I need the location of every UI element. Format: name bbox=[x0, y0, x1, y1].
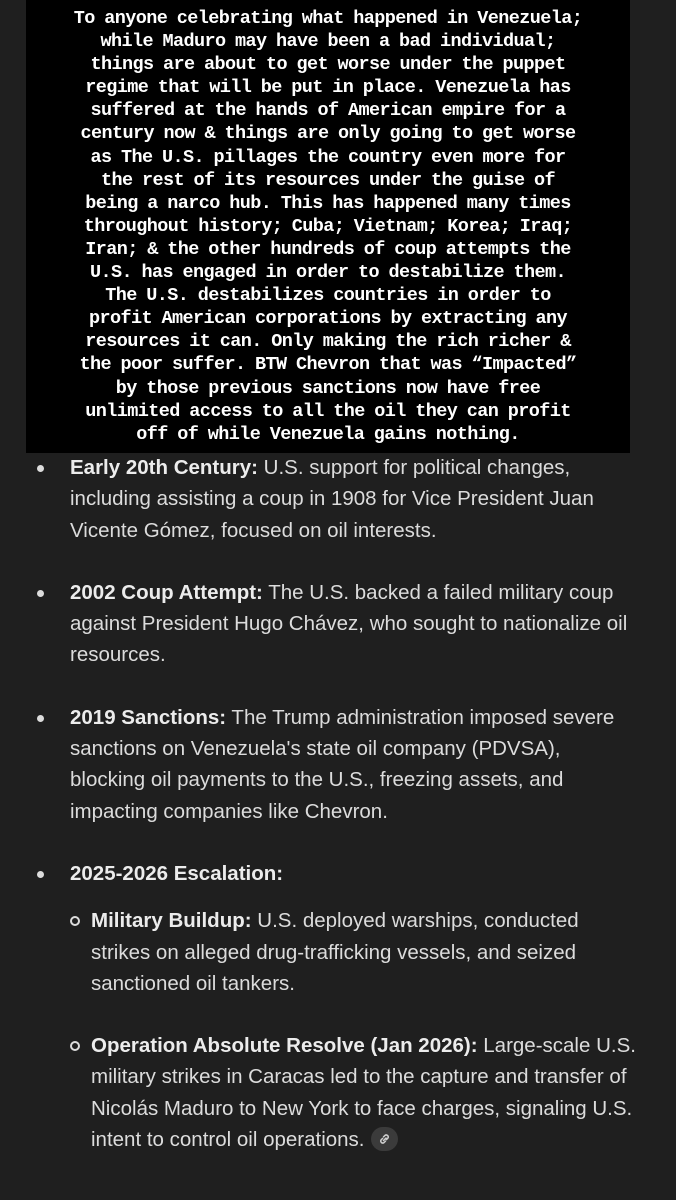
item-heading: Early 20th Century: bbox=[70, 456, 258, 479]
caption-line: Iran; & the other hundreds of coup attempts the bbox=[85, 238, 571, 260]
item-heading: 2002 Coup Attempt: bbox=[70, 580, 263, 604]
list-item bbox=[0, 858, 676, 1155]
response-content bbox=[0, 452, 676, 1155]
sub-list bbox=[70, 905, 640, 1155]
caption-line: U.S. has engaged in order to destabilize them. bbox=[89, 262, 567, 284]
bullet-ring bbox=[70, 916, 80, 926]
item-body: The Trump administration imposed severe sanctions on Venezuela's state oil company (PDVSA), blocking oil payments to the U.S., freezing assets, and impacting companies like Chevron. bbox=[70, 705, 615, 823]
sub-list-item bbox=[70, 1030, 640, 1155]
caption-overlay bbox=[26, 0, 630, 453]
caption-line: while Maduro may have been a bad individual; bbox=[100, 31, 556, 53]
caption-line: To anyone celebrating what happened in Venezuela; bbox=[73, 8, 583, 29]
bullet-dot bbox=[37, 465, 44, 472]
caption-line: The U.S. destabilizes countries in order to bbox=[105, 285, 551, 307]
bullet-dot bbox=[37, 871, 44, 878]
list-item bbox=[0, 702, 676, 827]
caption-line: unlimited access to all the oil they can profit bbox=[85, 400, 571, 422]
bullet-dot bbox=[37, 590, 44, 597]
caption-line: resources it can. Only making the rich richer & bbox=[85, 331, 571, 353]
caption-line: off of while Venezuela gains nothing. bbox=[136, 423, 520, 445]
caption-line: by those previous sanctions now have free bbox=[115, 377, 541, 399]
link-icon bbox=[378, 1133, 391, 1145]
sub-item-body: U.S. deployed warships, conducted strikes on alleged drug-trafficking vessels, and seized sanctioned oil tankers. bbox=[91, 909, 579, 995]
caption-text bbox=[30, 7, 626, 446]
caption-line: profit American corporations by extracting any bbox=[88, 308, 568, 330]
caption-line: the poor suffer. BTW Chevron that was “Impacted” bbox=[79, 354, 577, 376]
sub-item-heading: Military Buildup: bbox=[91, 909, 252, 933]
caption-line: century now & things are only going to get worse bbox=[80, 123, 576, 145]
sub-item-heading: Operation Absolute Resolve (Jan 2026): bbox=[91, 1034, 478, 1058]
item-body: The U.S. backed a failed military coup against President Hugo Chávez, who sought to nationalize oil resources. bbox=[70, 580, 628, 667]
list-item bbox=[0, 452, 676, 546]
caption-line: the rest of its resources under the guise of bbox=[100, 169, 556, 191]
list-item bbox=[0, 577, 676, 671]
source-link-button[interactable] bbox=[371, 1127, 398, 1151]
timeline-list bbox=[0, 452, 676, 1155]
caption-line: things are about to get worse under the puppet bbox=[90, 54, 566, 76]
caption-line: throughout history; Cuba; Vietnam; Korea; Iraq; bbox=[83, 215, 573, 237]
item-heading: 2019 Sanctions: bbox=[70, 705, 227, 729]
bullet-dot bbox=[37, 715, 44, 722]
caption-line: being a narco hub. This has happened many times bbox=[85, 192, 571, 214]
sub-list-item bbox=[70, 905, 640, 999]
bullet-ring bbox=[70, 1041, 80, 1051]
sub-item-body: Large-scale U.S. military strikes in Caracas led to the capture and transfer of Nicolás Maduro to New York to face charges, signaling U.S. intent to control oil operations. bbox=[91, 1034, 636, 1152]
caption-line: regime that will be put in place. Venezuela has bbox=[85, 77, 571, 99]
caption-line: as The U.S. pillages the country even more for bbox=[90, 146, 566, 168]
item-heading: 2025-2026 Escalation: bbox=[70, 861, 284, 885]
item-body: U.S. support for political changes, including assisting a coup in 1908 for Vice President Juan Vicente Gómez, focused on oil interests. bbox=[70, 456, 594, 542]
caption-line: suffered at the hands of American empire for a bbox=[90, 100, 566, 122]
